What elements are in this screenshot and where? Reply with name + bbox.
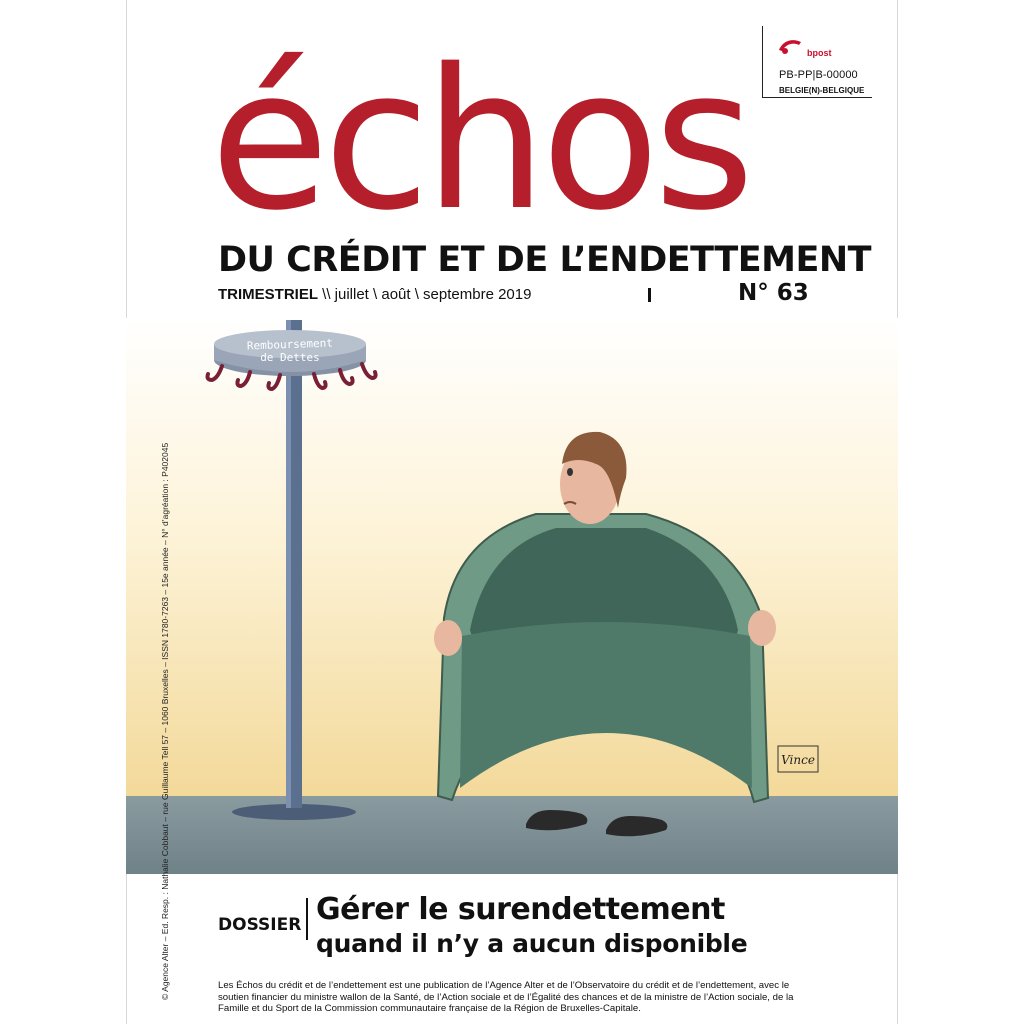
dossier-headline-line1: Gérer le surendettement (316, 892, 725, 927)
dossier-label: DOSSIER (218, 915, 302, 935)
cartoon-drawing (126, 318, 898, 874)
issue-number: N° 63 (738, 280, 809, 306)
publication-credits: Les Échos du crédit et de l’endettement est une publication de l’Agence Alter et de l’Observatoire du crédit et de l’endettement, avec le soutien financier du ministre wallon de la Santé, de l’Action sociale et de l’Égalité des chances et de la ministre de l’Action sociale, de la Famille et du Sport de la Commission communautaire française de la Région de Bruxelles-Capitale. (218, 980, 794, 1014)
magazine-subtitle: DU CRÉDIT ET DE L’ENDETTEMENT (218, 240, 872, 280)
bpost-brand: bpost (807, 48, 832, 58)
magazine-title: échos (210, 27, 749, 253)
sign-text-line2: de Dettes (260, 351, 320, 364)
dossier-headline-line2: quand il n’y a aucun disponible (316, 929, 748, 958)
period-dates: \\ juillet \ août \ septembre 2019 (318, 286, 532, 303)
dossier-divider (306, 898, 308, 940)
postage-country: BELGIE(N)-BELGIQUE (779, 86, 865, 95)
frequency-label: TRIMESTRIEL (218, 286, 318, 303)
legal-side-text: © Agence Alter – Ed. Resp. : Nathalie Cobbaut – rue Guillaume Tell 57 – 1060 Bruxelles – ISSN 1780-7263 – 15e année – N° d’agréation : P402045 (160, 442, 170, 1000)
separator-bar (648, 288, 651, 302)
artist-signature: Vince (781, 753, 815, 767)
sign-text-line1: Remboursement (246, 336, 334, 353)
issue-period (218, 286, 531, 303)
cover-illustration (126, 318, 898, 874)
postage-code: PB-PP|B-00000 (779, 69, 858, 81)
